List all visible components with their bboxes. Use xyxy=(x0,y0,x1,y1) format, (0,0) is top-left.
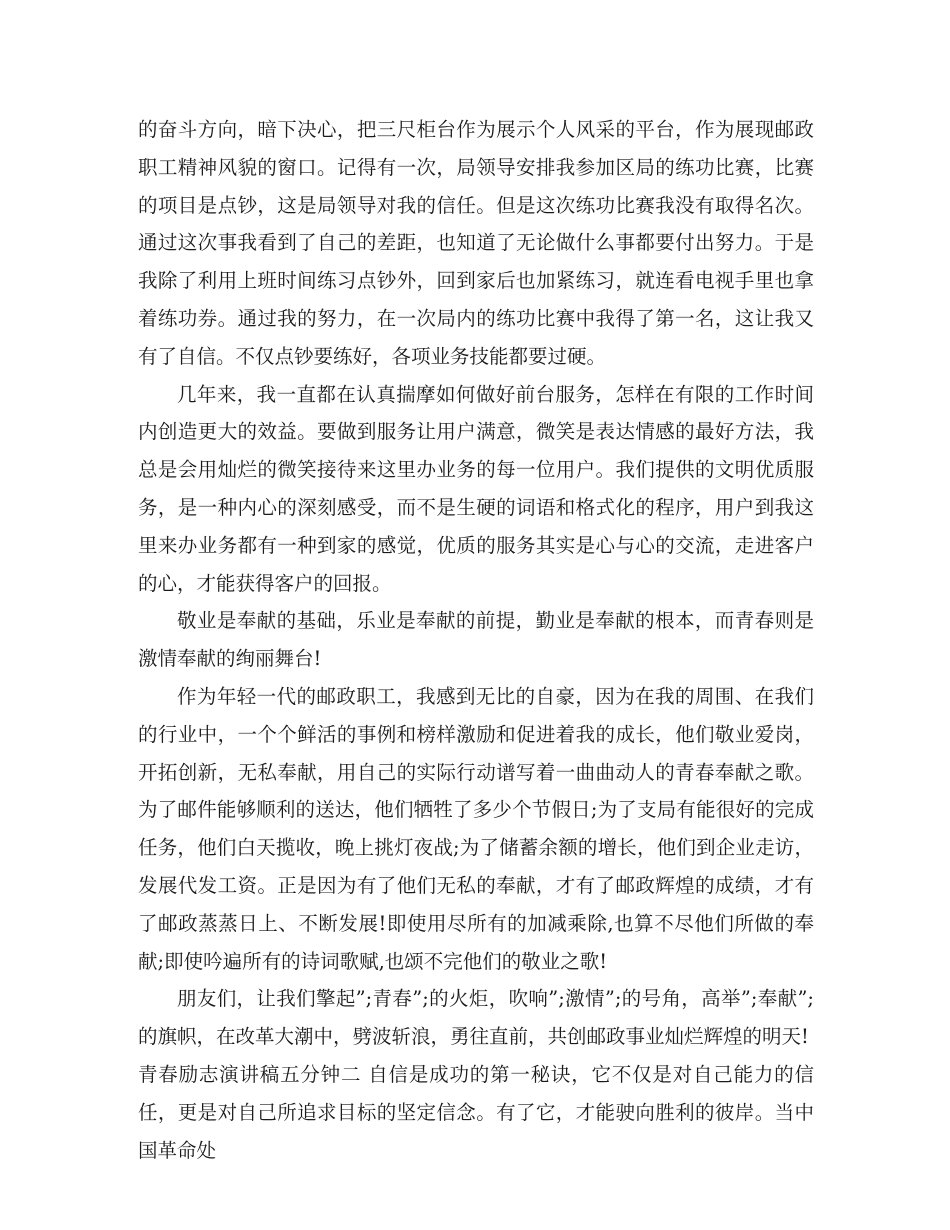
section-paragraph xyxy=(138,1056,814,1169)
paragraph-3: 敬业是奉献的基础，乐业是奉献的前提，勤业是奉献的根本，而青春则是激情奉献的绚丽舞台! xyxy=(138,609,814,671)
paragraph-4: 作为年轻一代的邮政职工，我感到无比的自豪，因为在我的周围、在我们的行业中，一个个鲜活的事例和榜样激励和促进着我的成长，他们敬业爱岗，开拓创新，无私奉献，用自己的实际行动谱写着一曲曲动人的青春奉献之歌。为了邮件能够顺利的送达，他们牺牲了多少个节假日;为了支局有能很好的完成任务，他们白天揽收，晚上挑灯夜战;为了储蓄余额的增长，他们到企业走访，发展代发工资。正是因为有了他们无私的奉献，才有了邮政辉煌的成绩，才有了邮政蒸蒸日上、不断发展!即使用尽所有的加减乘除,也算不尽他们所做的奉献;即使吟遍所有的诗词歌赋,也颂不完他们的敬业之歌! xyxy=(138,684,814,973)
paragraph-5: 朋友们，让我们擎起”;青春”;的火炬，吹响”;激情”;的号角，高举”;奉献”;的旗帜，在改革大潮中，劈波斩浪，勇往直前，共创邮政事业灿烂辉煌的明天! xyxy=(138,987,814,1049)
paragraph-2: 几年来，我一直都在认真揣摩如何做好前台服务，怎样在有限的工作时间内创造更大的效益。要做到服务让用户满意，微笑是表达情感的最好方法，我总是会用灿烂的微笑接待来这里办业务的每一位用户。我们提供的文明优质服务，是一种内心的深刻感受，而不是生硬的词语和格式化的程序，用户到我这里来办业务都有一种到家的感觉，优质的服务其实是心与心的交流，走进客户的心，才能获得客户的回报。 xyxy=(138,382,814,595)
section-heading: 青春励志演讲稿五分钟二 xyxy=(138,1062,362,1086)
section-text: 自信是成功的第一秘诀，它不仅是对自己能力的信任，更是对自己所追求目标的坚定信念。有了它，才能驶向胜利的彼岸。当中国革命处 xyxy=(138,1062,814,1162)
document-body xyxy=(138,111,814,1169)
paragraph-1: 的奋斗方向，暗下决心，把三尺柜台作为展示个人风采的平台，作为展现邮政职工精神风貌的窗口。记得有一次，局领导安排我参加区局的练功比赛，比赛的项目是点钞，这是局领导对我的信任。但是这次练功比赛我没有取得名次。通过这次事我看到了自己的差距，也知道了无论做什么事都要付出努力。于是我除了利用上班时间练习点钞外，回到家后也加紧练习，就连看电视手里也拿着练功券。通过我的努力，在一次局内的练功比赛中我得了第一名，这让我又有了自信。不仅点钞要练好，各项业务技能都要过硬。 xyxy=(138,118,814,368)
